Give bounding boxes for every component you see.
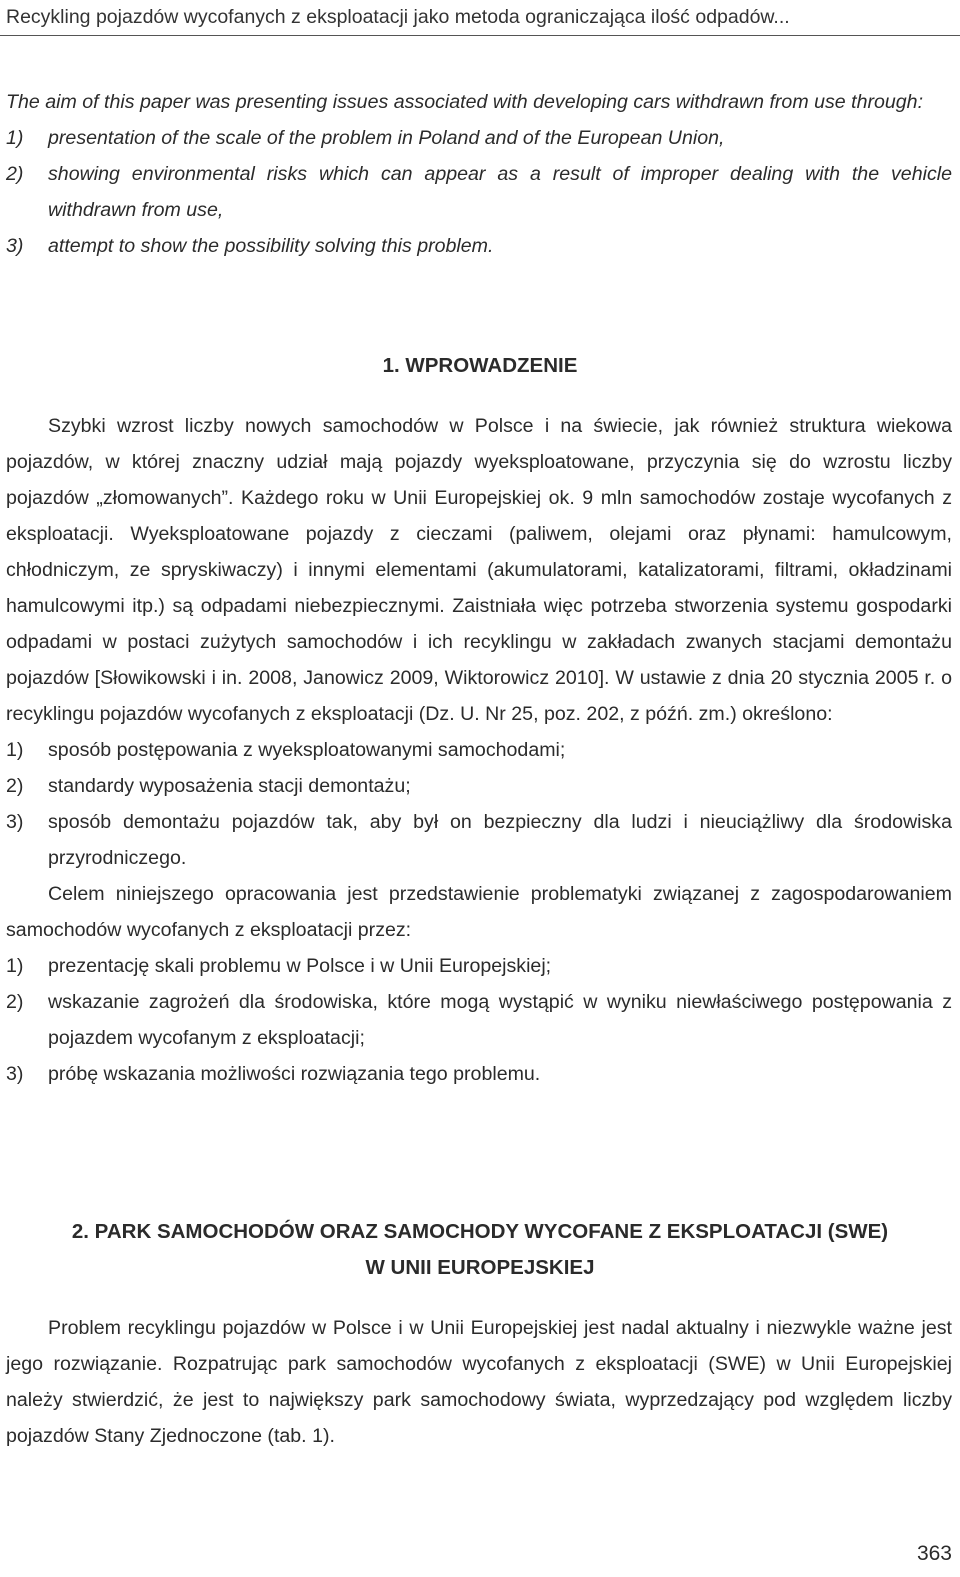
list-item bbox=[6, 948, 952, 984]
list-number: 3) bbox=[6, 1063, 24, 1085]
abstract bbox=[6, 84, 952, 264]
section-1-list-2 bbox=[6, 948, 952, 1092]
list-text: attempt to show the possibility solving this problem. bbox=[48, 235, 494, 257]
section-1-body bbox=[6, 408, 952, 1092]
section-1-heading: 1. WPROWADZENIE bbox=[382, 354, 578, 377]
header-rule bbox=[0, 35, 960, 36]
list-text: showing environmental risks which can appear as a result of improper dealing with the vehicle withdrawn from use, bbox=[48, 163, 952, 221]
list-item bbox=[6, 228, 952, 264]
list-number: 2) bbox=[6, 991, 24, 1013]
list-number: 3) bbox=[6, 811, 24, 833]
section-1-paragraph-1: Szybki wzrost liczby nowych samochodów w Polsce i na świecie, jak również struktura wiekowa pojazdów, w której znaczny udział mają pojazdy wyeksploatowane, przyczynia się do wzrostu liczby pojazdów „złomowanych”. Każdego roku w Unii Europejskiej ok. 9 mln samochodów zostaje wycofanych z eksploatacji. Wyeksploatowane pojazdy z cieczami (paliwem, olejami oraz płynami: hamulcowym, chłodniczym, ze spryskiwaczy) i innymi elementami (akumulatorami, katalizatorami, filtrami, okładzinami hamulcowymi itp.) są odpadami niebezpiecznymi. Zaistniała więc potrzeba stworzenia systemu gospodarki odpadami w postaci zużytych samochodów i ich recyklingu w zakładach zwanych stacjami demontażu pojazdów [Słowikowski i in. 2008, Janowicz 2009, Wiktorowicz 2010]. W ustawie z dnia 20 stycznia 2005 r. o recyklingu pojazdów wycofanych z eksploatacji (Dz. U. Nr 25, poz. 202, z późń. zm.) określono: bbox=[6, 415, 952, 725]
list-item bbox=[6, 804, 952, 876]
list-text: sposób demontażu pojazdów tak, aby był on bezpieczny dla ludzi i nieuciążliwy dla środowiska przyrodniczego. bbox=[48, 811, 952, 869]
list-text: prezentację skali problemu w Polsce i w Unii Europejskiej; bbox=[48, 955, 552, 977]
list-number: 2) bbox=[6, 163, 24, 185]
abstract-list bbox=[6, 120, 952, 264]
list-item bbox=[6, 1056, 952, 1092]
list-item bbox=[6, 156, 952, 228]
section-1-list-1 bbox=[6, 732, 952, 876]
page-number: 363 bbox=[916, 1542, 952, 1565]
running-header: Recykling pojazdów wycofanych z eksploatacji jako metoda ograniczająca ilość odpadów... bbox=[6, 6, 790, 28]
list-item bbox=[6, 732, 952, 768]
list-item bbox=[6, 120, 952, 156]
section-2-heading bbox=[0, 1214, 960, 1286]
list-number: 1) bbox=[6, 127, 24, 149]
list-number: 2) bbox=[6, 775, 24, 797]
list-number: 3) bbox=[6, 235, 24, 257]
section-1-paragraph-2: Celem niniejszego opracowania jest przedstawienie problematyki związanej z zagospodarowaniem samochodów wycofanych z eksploatacji przez: bbox=[6, 883, 952, 941]
list-number: 1) bbox=[6, 955, 24, 977]
list-text: presentation of the scale of the problem in Poland and of the European Union, bbox=[48, 127, 725, 149]
section-2-paragraph-1: Problem recyklingu pojazdów w Polsce i w Unii Europejskiej jest nadal aktualny i niezwykle ważne jest jego rozwiązanie. Rozpatrując park samochodów wycofanych z eksploatacji (SWE) w Unii Europejskiej należy stwierdzić, że jest to największy park samochodowy świata, wyprzedzający pod względem liczby pojazdów Stany Zjednoczone (tab. 1). bbox=[6, 1317, 952, 1447]
list-item bbox=[6, 768, 952, 804]
list-number: 1) bbox=[6, 739, 24, 761]
list-text: wskazanie zagrożeń dla środowiska, które mogą wystąpić w wyniku niewłaściwego postępowania z pojazdem wycofanym z eksploatacji; bbox=[48, 991, 952, 1049]
section-2-body bbox=[6, 1310, 952, 1454]
list-text: standardy wyposażenia stacji demontażu; bbox=[48, 775, 411, 797]
abstract-intro: The aim of this paper was presenting issues associated with developing cars withdrawn from use through: bbox=[6, 91, 924, 113]
section-2-heading-line-1: 2. PARK SAMOCHODÓW ORAZ SAMOCHODY WYCOFANE Z EKSPLOATACJI (SWE) bbox=[71, 1220, 889, 1243]
list-text: sposób postępowania z wyeksploatowanymi samochodami; bbox=[48, 739, 566, 761]
section-2-heading-line-2: W UNII EUROPEJSKIEJ bbox=[365, 1256, 595, 1279]
list-item bbox=[6, 984, 952, 1056]
list-text: próbę wskazania możliwości rozwiązania tego problemu. bbox=[48, 1063, 541, 1085]
